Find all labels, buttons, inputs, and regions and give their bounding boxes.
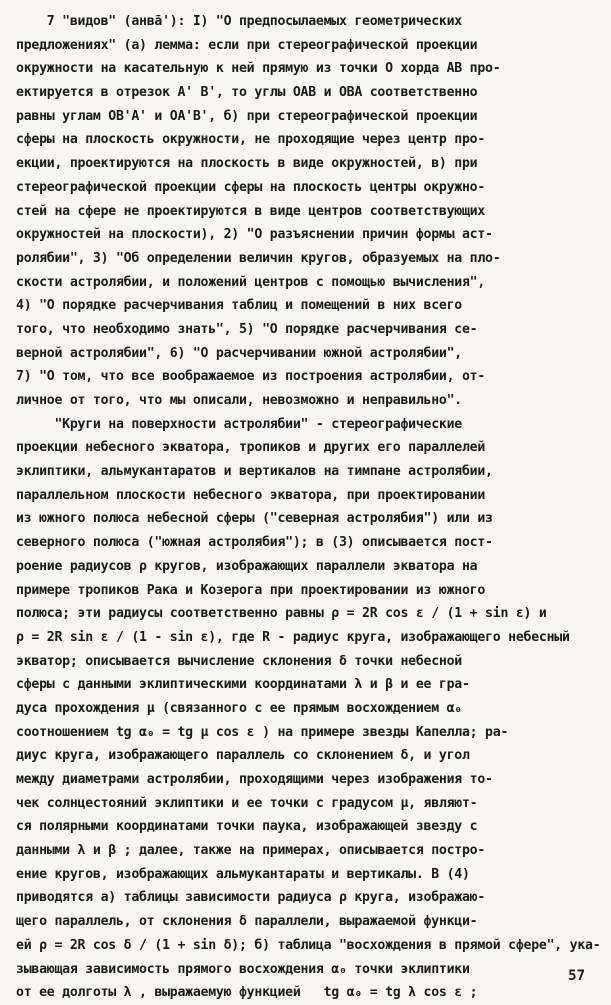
text-line: ролябии", 3) "Об определении величин кругов, образуемых на пло- — [16, 250, 501, 266]
text-line: екции, проектируются на плоскость в виде окружностей, в) при — [16, 156, 478, 172]
text-line: стей на сфере не проектируются в виде центров соответствующих — [16, 203, 486, 219]
text-line: того, что необходимо знать", 5) "О порядке расчерчивания се- — [16, 321, 478, 337]
text-line: стереографической проекции сферы на плоскость центры окружно- — [16, 179, 486, 195]
text-line: эклиптики, альмукантаратов и вертикалов на тимпане астролябии, — [16, 464, 493, 480]
text-line: диус круга, изображающего параллель со склонением δ, и угол — [16, 748, 470, 764]
text-line: приводятся а) таблицы зависимости радиуса ρ круга, изображаю- — [16, 890, 486, 906]
text-line: ся полярными координатами точки паука, изображающей звезду с — [16, 819, 478, 835]
text-line: примере тропиков Рака и Козерога при проектировании из южного — [16, 582, 486, 598]
text-line: "Круги на поверхности астролябии" - стереографические — [16, 416, 462, 432]
text-line: ение кругов, изображающих альмукантараты и вертикалы. В (4) — [16, 866, 470, 882]
text-line: верной астролябии", 6) "О расчерчивании южной астролябии", — [16, 345, 462, 361]
body-text — [16, 10, 601, 1005]
text-line: окружностей на плоскости), 2) "О разъяснении причин формы аст- — [16, 227, 493, 243]
text-line: 7 "видов" (анвā'): I) "О предпосылаемых геометрических — [16, 14, 462, 29]
text-line: щего параллель, от склонения δ параллели, выражаемой функци- — [16, 914, 478, 930]
text-line: личное от того, что мы описали, невозможно и неправильно". — [16, 393, 462, 408]
page-number: 57 — [568, 968, 585, 984]
text-line: 7) "О том, что все воображаемое из построения астролябии, от- — [16, 369, 486, 385]
text-line: предложениях" (а) лемма: если при стереографической проекции — [16, 37, 478, 53]
text-line: полюса; эти радиусы соответственно равны ρ = 2R cos ε / (1 + sin ε) и — [16, 606, 547, 622]
text-line: 4) "О порядке расчерчивания таблиц и помещений в них всего — [16, 298, 462, 314]
text-line: соотношением tg α₀ = tg μ cos ε ) на примере звезды Капелла; ра- — [16, 724, 509, 740]
text-line: чек солнцестояний эклиптики и ее точки с градусом μ, являют- — [16, 795, 478, 811]
text-line: от ее долготы λ , выражаемую функцией tg α₀ = tg λ cos ε ; — [16, 985, 478, 1001]
text-line: зывающая зависимость прямого восхождения α₀ точки эклиптики — [16, 961, 470, 977]
text-line: данными λ и β ; далее, также на примерах, описывается постро- — [16, 843, 486, 859]
text-line: сферы с данными эклиптическими координатами λ и β и ее гра- — [16, 677, 470, 693]
text-line: дуса прохождения μ (связанного с ее прямым восхождением α₀ — [16, 700, 462, 716]
text-line: окружности на касательную к ней прямую из точки О хорда АВ про- — [16, 61, 501, 77]
text-line: экватор; описывается вычисление склонения δ точки небесной — [16, 653, 462, 669]
text-line: ρ = 2R sin ε / (1 - sin ε), где R - радиус круга, изображающего небесный — [16, 629, 570, 645]
text-line: скости астролябии, и положений центров с помощью вычисления", — [16, 274, 486, 290]
text-line: равны углам ОВ'А' и ОА'В', б) при стереографической проекции — [16, 108, 478, 124]
text-line: ей ρ = 2R cos δ / (1 + sin δ); б) таблица "восхождения в прямой сфере", ука- — [16, 937, 601, 953]
text-line: параллельном плоскости небесного экватора, при проектировании — [16, 487, 486, 503]
text-line: ектируется в отрезок А' В', то углы ОАВ и ОВА соответственно — [16, 85, 478, 101]
text-line: из южного полюса небесной сферы ("северная астролябия") или из — [16, 511, 493, 527]
text-line: проекции небесного экватора, тропиков и других его параллелей — [16, 440, 486, 456]
text-line: роение радиусов ρ кругов, изображающих параллели экватора на — [16, 558, 478, 574]
text-line: сферы на плоскость окружности, не проходящие через центр про- — [16, 132, 486, 148]
text-line: северного полюса ("южная астролябия"); в (3) описывается пост- — [16, 535, 493, 551]
text-line: между диаметрами астролябии, проходящими через изображения то- — [16, 772, 493, 787]
